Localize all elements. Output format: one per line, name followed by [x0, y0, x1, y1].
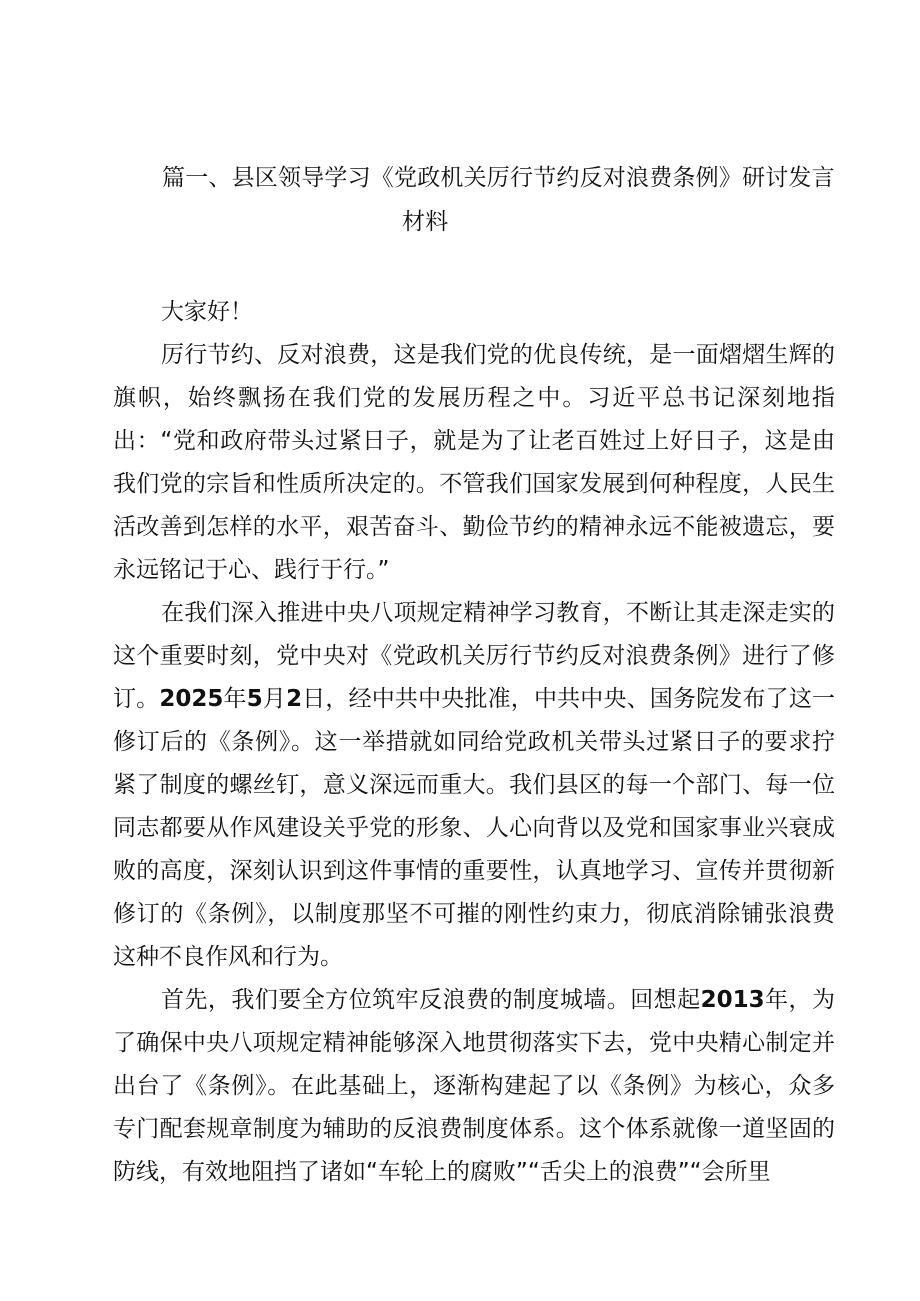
- paragraph-2: [113, 592, 835, 979]
- date-month-char: 月: [262, 686, 287, 712]
- paragraph-3-text-b: 年，为了确保中央八项规定精神能够深入地贯彻落实下去，党中央精心制定并出台了《条例》。在此基础上，逐渐构建起了以《条例》为核心，众多专门配套规章制度为辅助的反浪费制度体系。这个体系就像一道坚固的防线，有效地阻挡了诸如“车轮上的腐败”“舌尖上的浪费”“会所里: [113, 987, 836, 1185]
- document-body: [113, 291, 835, 1194]
- paragraph-1: 厉行节约、反对浪费，这是我们党的优良传统，是一面熠熠生辉的旗帜，始终飘扬在我们党的发展历程之中。习近平总书记深刻地指出：“党和政府带头过紧日子，就是为了让老百姓过上好日子，这是由我们党的宗旨和性质所决定的。不管我们国家发展到何种程度，人民生活改善到怎样的水平，艰苦奋斗、勤俭节约的精神永远不能被遗忘，要永远铭记于心、践行于行。”: [113, 342, 835, 583]
- paragraph-3-text-a: 首先，我们要全方位筑牢反浪费的制度城墙。回想起: [161, 987, 701, 1013]
- paragraph-2-text-b: 日，经中共中央批准，中共中央、国务院发布了这一修订后的《条例》。这一举措就如同给党政机关带头过紧日子的要求拧紧了制度的螺丝钉，意义深远而重大。我们县区的每一个部门、每一位同志都要从作风建设关乎党的形象、人心向背以及党和国家事业兴衰成败的高度，深刻认识到这件事情的重要性，认真地学习、宣传并贯彻新修订的《条例》，以制度那坚不可摧的刚性约束力，彻底消除铺张浪费这种不良作风和行为。: [113, 686, 836, 970]
- greeting: 大家好！: [161, 299, 253, 325]
- paragraph-2-text-a: 在我们深入推进中央八项规定精神学习教育，不断让其走深走实的这个重要时刻，党中央对《党政机关厉行节约反对浪费条例》进行了修订。: [113, 600, 835, 712]
- paragraph-3: [113, 979, 835, 1194]
- title-line-1: 篇一、县区领导学习《党政机关厉行节约反对浪费条例》研讨发言: [162, 165, 835, 191]
- date-day: 2: [286, 686, 303, 712]
- date-year: 2025: [159, 686, 224, 712]
- date-month: 5: [246, 686, 263, 712]
- title-line-2: 材料: [402, 209, 449, 235]
- document-title: [162, 156, 842, 244]
- date-year-char: 年: [223, 686, 247, 712]
- year-2013: 2013: [700, 987, 765, 1013]
